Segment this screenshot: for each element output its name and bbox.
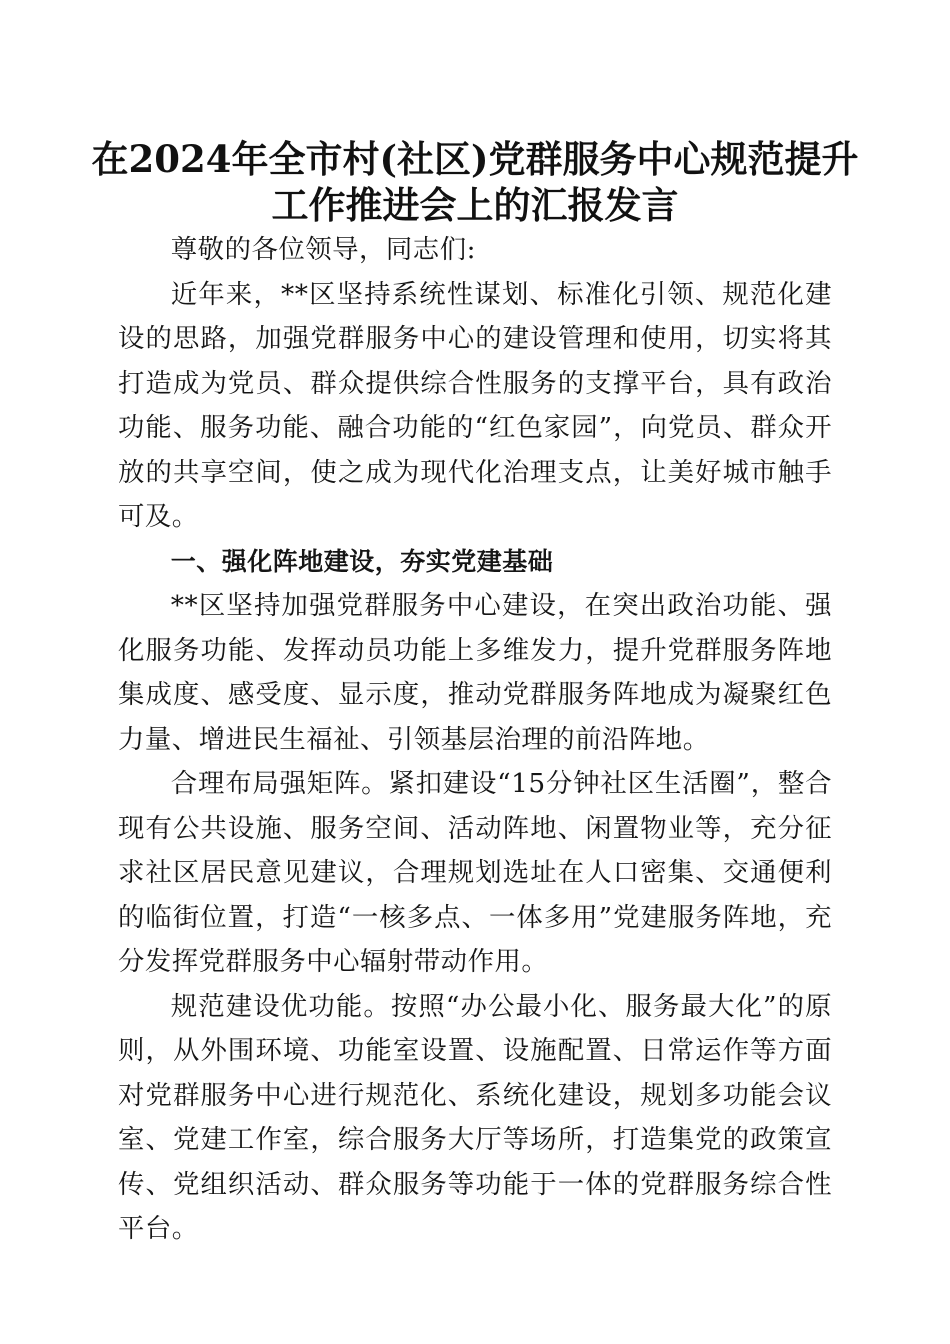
paragraph-layout: 合理布局强矩阵。紧扣建设“15分钟社区生活圈”，整合现有公共设施、服务空间、活动阵地、闲置物业等，充分征求社区居民意见建议，合理规划选址在人口密集、交通便利的临街位置，打造“一核多点、一体多用”党建服务阵地，充分发挥党群服务中心辐射带动作用。	[118, 768, 832, 977]
document-title-line-1: 在2024年全市村(社区)党群服务中心规范提升	[91, 137, 859, 181]
section-heading: 一、强化阵地建设，夯实党建基础	[170, 546, 554, 576]
document-body	[118, 228, 832, 1252]
paragraph-standards: 规范建设优功能。按照“办公最小化、服务最大化”的原则，从外围环境、功能室设置、设施配置、日常运作等方面对党群服务中心进行规范化、系统化建设，规划多功能会议室、党建工作室，综合服务大厅等场所，打造集党的政策宣传、党组织活动、群众服务等功能于一体的党群服务综合性平台。	[118, 990, 832, 1244]
paragraph-section-intro: **区坚持加强党群服务中心建设，在突出政治功能、强化服务功能、发挥动员功能上多维发力，提升党群服务阵地集成度、感受度、显示度，推动党群服务阵地成为凝聚红色力量、增进民生福祉、引领基层治理的前沿阵地。	[118, 590, 832, 755]
paragraph-intro: 近年来，**区坚持系统性谋划、标准化引领、规范化建设的思路，加强党群服务中心的建设管理和使用，切实将其打造成为党员、群众提供综合性服务的支撑平台，具有政治功能、服务功能、融合功能的“红色家园”，向党员、群众开放的共享空间，使之成为现代化治理支点，让美好城市触手可及。	[118, 278, 832, 532]
salutation: 尊敬的各位领导，同志们:	[170, 234, 476, 265]
document-title-line-2: 工作推进会上的汇报发言	[271, 183, 679, 227]
